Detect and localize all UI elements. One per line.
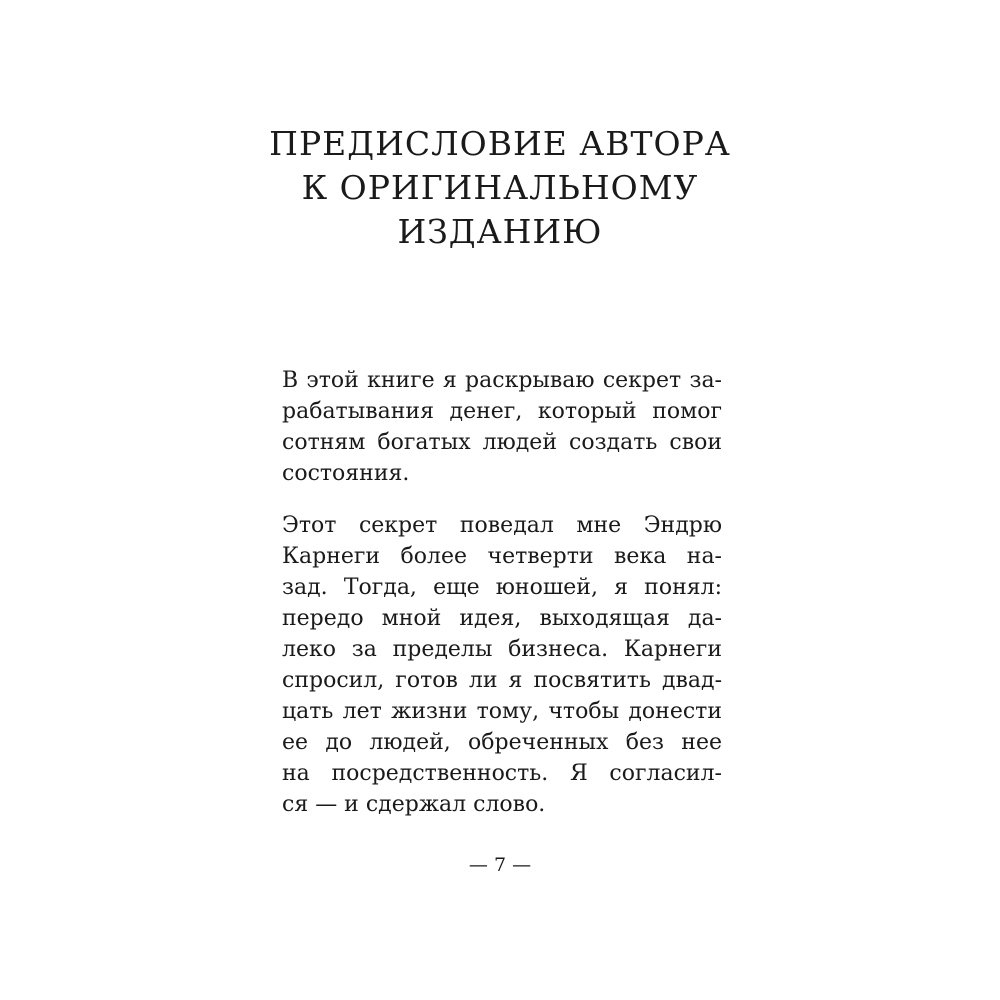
text-line: сотням богатых людей создать свои <box>282 430 722 455</box>
text-line: Карнеги более четверти века на- <box>282 544 722 569</box>
chapter-title-line: К ОРИГИНАЛЬНОМУ <box>301 168 699 207</box>
text-line: ся — и сдержал слово. <box>282 792 546 817</box>
text-line: ее до людей, обреченных без нее <box>282 730 722 755</box>
text-line: зад. Тогда, еще юношей, я понял: <box>282 575 722 600</box>
text-line: Этот секрет поведал мне Эндрю <box>282 513 722 538</box>
chapter-title <box>200 122 800 254</box>
text-line: передо мной идея, выходящая да- <box>282 606 722 631</box>
text-line: леко за пределы бизнеса. Карнеги <box>282 637 722 662</box>
page-number: — 7 — <box>468 854 532 876</box>
chapter-title-line: ПРЕДИСЛОВИЕ АВТОРА <box>269 124 731 163</box>
text-line: спросил, готов ли я посвятить двад- <box>282 668 722 693</box>
text-line: состояния. <box>282 461 410 486</box>
text-line: В этой книге я раскрываю секрет за- <box>282 368 722 393</box>
chapter-title-line: ИЗДАНИЮ <box>397 212 603 251</box>
text-line: цать лет жизни тому, чтобы донести <box>282 699 722 724</box>
text-line: на посредственность. Я согласил- <box>282 761 722 786</box>
paragraph-2 <box>282 510 722 820</box>
text-line: рабатывания денег, который помог <box>282 399 722 424</box>
paragraph-1 <box>282 365 722 489</box>
